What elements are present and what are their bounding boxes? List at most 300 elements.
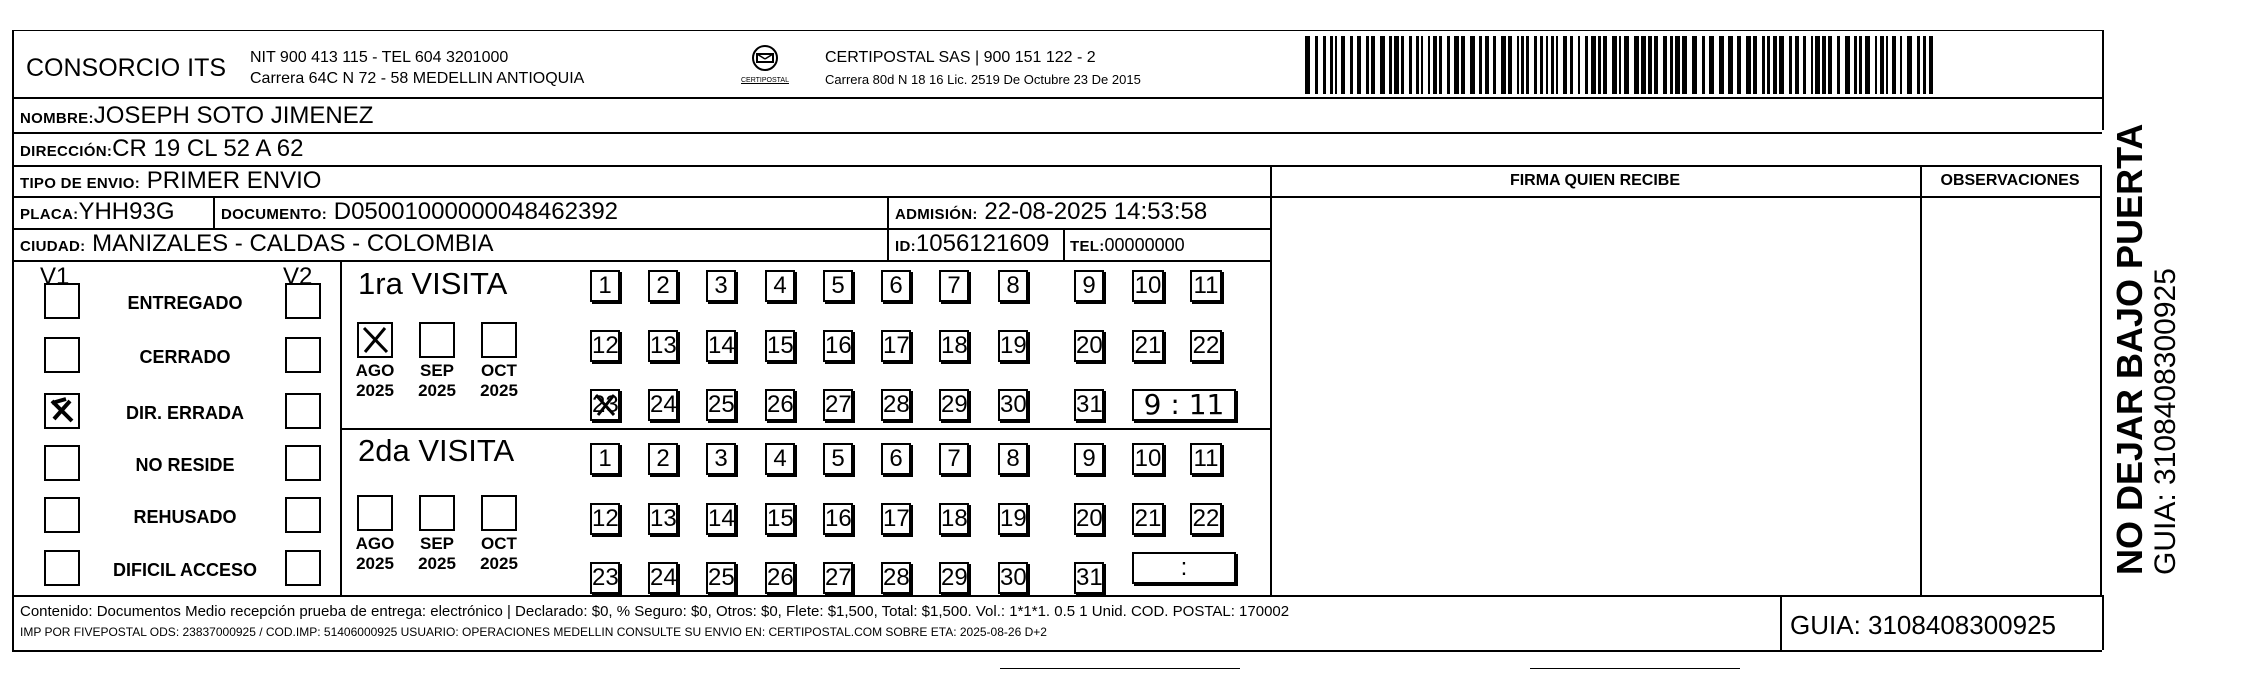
carrier-logo-text: CERTIPOSTAL <box>741 77 789 84</box>
barcode-bar <box>1803 36 1806 94</box>
barcode-bar <box>1454 36 1459 94</box>
tel-label: TEL: <box>1070 238 1105 255</box>
second-visit-day-box[interactable] <box>648 443 678 475</box>
day-number: 10 <box>1134 445 1162 472</box>
barcode-bar <box>1654 36 1658 94</box>
first-visit-month-checkbox[interactable] <box>481 322 517 358</box>
first-visit-day-box[interactable] <box>823 389 853 421</box>
day-number: 11 <box>1193 445 1219 472</box>
admision-value: 22-08-2025 14:53:58 <box>984 198 1208 225</box>
year-label: 2025 <box>480 554 518 573</box>
day-number: 16 <box>825 332 852 359</box>
barcode-bar <box>1371 36 1375 94</box>
status-label: DIR. ERRADA <box>125 403 244 423</box>
barcode-bar <box>1517 36 1519 94</box>
barcode-bar <box>1401 36 1404 94</box>
day-number: 30 <box>1000 391 1027 418</box>
ciudad-row <box>20 231 494 260</box>
year-label: 2025 <box>418 554 456 573</box>
barcode-bar <box>1570 36 1573 94</box>
second-visit-day-box[interactable] <box>881 443 911 475</box>
barcode-bar <box>1753 36 1757 94</box>
first-visit-day-box[interactable] <box>939 389 969 421</box>
barcode-bar <box>1719 36 1724 94</box>
barcode-bar <box>1501 36 1506 94</box>
barcode-bar <box>1556 36 1558 94</box>
first-visit-day-box[interactable] <box>939 270 969 302</box>
barcode-bar <box>1357 36 1361 94</box>
day-number: 25 <box>708 564 735 591</box>
status-label: DIFICIL ACCESO <box>112 560 257 580</box>
barcode <box>1305 36 1945 94</box>
first-visit-day-box[interactable] <box>1190 270 1222 302</box>
barcode-bar <box>1366 36 1369 94</box>
barcode-bar <box>1923 36 1926 94</box>
side-text <box>2110 55 2220 575</box>
barcode-bar <box>1619 36 1621 94</box>
admision-row <box>895 199 1207 228</box>
second-visit-day-box[interactable] <box>1190 503 1222 535</box>
month-label: SEP <box>419 361 455 380</box>
second-visit-month-checkbox[interactable] <box>357 495 393 531</box>
barcode-bar <box>1534 36 1537 94</box>
barcode-bar <box>1811 36 1813 94</box>
footer-guia: GUIA: 3108408300925 <box>1790 610 2056 640</box>
day-number: 6 <box>889 272 903 299</box>
barcode-bar <box>1389 36 1392 94</box>
barcode-bar <box>1428 36 1430 94</box>
barcode-bar <box>1789 36 1792 94</box>
ciudad-value: MANIZALES - CALDAS - COLOMBIA <box>92 230 494 257</box>
barcode-bar <box>1648 36 1652 94</box>
direccion-value: CR 19 CL 52 A 62 <box>112 135 304 162</box>
barcode-bar <box>1461 36 1465 94</box>
day-number: 13 <box>650 332 677 359</box>
day-number: 17 <box>883 505 910 532</box>
v1-checkbox[interactable] <box>44 393 80 429</box>
day-number: 25 <box>708 391 735 418</box>
second-visit-day-box[interactable] <box>1074 443 1104 475</box>
day-number: 24 <box>650 391 677 418</box>
barcode-bar <box>1416 36 1419 94</box>
barcode-bar <box>1433 36 1437 94</box>
barcode-bar <box>1330 36 1333 94</box>
day-number: 7 <box>947 272 961 299</box>
v2-checkbox[interactable] <box>285 445 321 481</box>
barcode-bar <box>1485 36 1489 94</box>
second-visit-day-box[interactable] <box>590 503 620 535</box>
first-visit-day-box[interactable] <box>1074 330 1104 362</box>
tel-value: 00000000 <box>1104 235 1185 255</box>
first-visit-time[interactable] <box>1132 389 1236 421</box>
status-label: NO RESIDE <box>135 455 235 475</box>
first-visit-day-box[interactable] <box>648 270 678 302</box>
barcode-bar <box>1886 36 1888 94</box>
barcode-bar <box>1929 36 1933 94</box>
first-visit-month-checkbox[interactable] <box>419 322 455 358</box>
day-number: 3 <box>714 445 728 472</box>
v2-checkbox[interactable] <box>285 337 321 373</box>
barcode-bar <box>1603 36 1607 94</box>
day-number: 19 <box>1000 332 1027 359</box>
first-visit-title: 1ra VISITA <box>358 266 508 301</box>
barcode-bar <box>1900 36 1902 94</box>
barcode-bar <box>1641 36 1646 94</box>
barcode-bar <box>1323 36 1326 94</box>
carrier-line1: CERTIPOSTAL SAS | 900 151 122 - 2 <box>825 49 1096 66</box>
first-visit-day-box[interactable] <box>706 330 736 362</box>
ciudad-label: CIUDAD: <box>20 238 86 255</box>
barcode-bar <box>1692 36 1697 94</box>
day-number: 11 <box>1193 272 1219 299</box>
first-visit-day-box[interactable] <box>1074 389 1104 421</box>
barcode-bar <box>1305 36 1310 94</box>
barcode-bar <box>1815 36 1820 94</box>
day-number: 2 <box>656 445 670 472</box>
v1-label: V1 <box>40 263 70 290</box>
day-number: 7 <box>947 445 961 472</box>
day-number: 29 <box>941 391 968 418</box>
barcode-bar <box>1598 36 1601 94</box>
month-label: OCT <box>481 361 517 380</box>
first-visit-day-box[interactable] <box>590 389 620 421</box>
admision-label: ADMISIÓN: <box>895 206 978 223</box>
first-visit-day-box[interactable] <box>998 270 1028 302</box>
barcode-bar <box>1526 36 1529 94</box>
day-number: 21 <box>1134 332 1162 359</box>
barcode-bar <box>1663 36 1667 94</box>
day-number: 31 <box>1076 564 1103 591</box>
second-visit-day-box[interactable] <box>823 562 853 594</box>
day-number: 17 <box>883 332 910 359</box>
barcode-bar <box>1773 36 1777 94</box>
second-visit-month-checkbox[interactable] <box>419 495 455 531</box>
tipo-label: TIPO DE ENVIO: <box>20 175 141 192</box>
status-label: ENTREGADO <box>127 293 243 313</box>
sender-line2: Carrera 64C N 72 - 58 MEDELLIN ANTIOQUIA <box>250 70 585 87</box>
barcode-bar <box>1380 36 1385 94</box>
month-label: AGO <box>355 534 395 553</box>
v1-checkbox[interactable] <box>44 550 80 586</box>
first-visit-day-box[interactable] <box>590 330 620 362</box>
nombre-label: NOMBRE: <box>20 110 94 127</box>
first-visit-day-box[interactable] <box>706 270 736 302</box>
day-number: 2 <box>656 272 670 299</box>
id-row <box>895 231 1049 260</box>
barcode-bar <box>1546 36 1548 94</box>
first-visit-day-box[interactable] <box>998 330 1028 362</box>
second-visit-day-box[interactable] <box>1132 443 1164 475</box>
second-visit-day-box[interactable] <box>998 503 1028 535</box>
barcode-bar <box>1585 36 1588 94</box>
first-visit-day-box[interactable] <box>881 270 911 302</box>
first-visit-day-box[interactable] <box>823 330 853 362</box>
barcode-bar <box>1409 36 1412 94</box>
day-number: 28 <box>883 391 910 418</box>
day-number: 28 <box>883 564 910 591</box>
barcode-bar <box>1624 36 1629 94</box>
first-visit-day-box[interactable] <box>1190 330 1222 362</box>
day-number: 1 <box>598 445 612 472</box>
month-label: AGO <box>355 361 395 380</box>
day-number: 21 <box>1134 505 1162 532</box>
barcode-bar <box>1350 36 1353 94</box>
day-number: 18 <box>941 332 968 359</box>
day-number: 6 <box>889 445 903 472</box>
carrier-line2: Carrera 80d N 18 16 Lic. 2519 De Octubre 23 De 2015 <box>825 72 1141 87</box>
barcode-bar <box>1728 36 1733 94</box>
firma-label: FIRMA QUIEN RECIBE <box>1509 172 1681 189</box>
footer-line2: IMP POR FIVEPOSTAL ODS: 23837000925 / COD.IMP: 51406000925 USUARIO: OPERACIONES MEDELLIN CONSULTE SU ENVIO EN: CERTIPOSTAL.COM SOBRE ETA: 2025-08-26 D+2 <box>20 625 1047 639</box>
day-number: 12 <box>592 332 619 359</box>
day-number: 4 <box>773 445 787 472</box>
handwritten-x-icon <box>359 324 391 356</box>
first-visit-time-value: 9 : 11 <box>1143 388 1225 421</box>
day-number: 31 <box>1076 391 1103 418</box>
carrier-logo <box>740 44 790 90</box>
nombre-row <box>20 103 373 132</box>
first-visit-day-box[interactable] <box>590 270 620 302</box>
barcode-bar <box>1795 36 1799 94</box>
barcode-bar <box>1892 36 1896 94</box>
sender-line1: NIT 900 413 115 - TEL 604 3201000 <box>250 49 509 66</box>
day-number: 20 <box>1076 332 1103 359</box>
month-label: SEP <box>419 534 455 553</box>
second-visit-day-box[interactable] <box>706 443 736 475</box>
day-number: 27 <box>825 564 852 591</box>
v1-checkbox[interactable] <box>44 283 80 319</box>
first-visit-day-box[interactable] <box>706 389 736 421</box>
barcode-bar <box>1551 36 1554 94</box>
v1-checkbox[interactable] <box>44 337 80 373</box>
year-label: 2025 <box>480 381 518 400</box>
v1-checkbox[interactable] <box>44 497 80 533</box>
barcode-bar <box>1767 36 1770 94</box>
second-visit-day-box[interactable] <box>998 562 1028 594</box>
second-visit-day-box[interactable] <box>823 443 853 475</box>
barcode-bar <box>1315 36 1318 94</box>
first-visit-day-box[interactable] <box>648 389 678 421</box>
tipo-value: PRIMER ENVIO <box>146 167 322 194</box>
second-visit-month-checkbox[interactable] <box>481 495 517 531</box>
day-number: 26 <box>767 564 794 591</box>
second-visit-day-box[interactable] <box>939 503 969 535</box>
barcode-bar <box>1335 36 1337 94</box>
day-number: 15 <box>767 505 794 532</box>
barcode-bar <box>1521 36 1524 94</box>
barcode-bar <box>1880 36 1884 94</box>
day-number: 1 <box>598 272 612 299</box>
barcode-bar <box>1670 36 1673 94</box>
documento-value: D05001000000048462392 <box>333 198 619 225</box>
direccion-label: DIRECCIÓN: <box>20 143 113 160</box>
second-visit-time[interactable] <box>1132 552 1236 584</box>
status-label: REHUSADO <box>133 507 237 527</box>
second-visit-day-box[interactable] <box>590 443 620 475</box>
status-label: CERRADO <box>139 347 231 367</box>
barcode-bar <box>1828 36 1832 94</box>
second-visit-day-box[interactable] <box>765 503 795 535</box>
second-visit-day-box[interactable] <box>706 562 736 594</box>
day-number: 14 <box>708 505 735 532</box>
barcode-bar <box>1779 36 1784 94</box>
second-visit-day-box[interactable] <box>648 562 678 594</box>
documento-label: DOCUMENTO: <box>221 206 328 223</box>
barcode-bar <box>1709 36 1714 94</box>
carrier-logo-icon <box>748 44 782 72</box>
second-visit-title: 2da VISITA <box>358 433 515 468</box>
barcode-bar <box>1682 36 1687 94</box>
barcode-bar <box>1447 36 1450 94</box>
barcode-bar <box>1612 36 1617 94</box>
day-number: 20 <box>1076 505 1103 532</box>
barcode-bar <box>1762 36 1765 94</box>
tel-row <box>1070 234 1185 258</box>
second-visit-day-box[interactable] <box>1132 503 1164 535</box>
barcode-bar <box>1702 36 1705 94</box>
second-visit-day-box[interactable] <box>881 562 911 594</box>
placa-row <box>20 199 175 228</box>
day-number: 13 <box>650 505 677 532</box>
barcode-bar <box>1341 36 1345 94</box>
second-visit-day-box[interactable] <box>939 443 969 475</box>
v2-checkbox[interactable] <box>285 497 321 533</box>
direccion-row <box>20 136 303 165</box>
second-visit-day-box[interactable] <box>648 503 678 535</box>
day-number: 29 <box>941 564 968 591</box>
handwritten-x-icon <box>592 391 620 419</box>
barcode-bar <box>1907 36 1912 94</box>
second-visit-time-value: : <box>1180 554 1188 581</box>
barcode-bar <box>1493 36 1496 94</box>
footer-line1: Contenido: Documentos Medio recepción prueba de entrega: electrónico | Declarado: $0, % Seguro: $0, Otros: $0, Flete: $1,500, Total: $1,500. Vol.: 1*1*1. 0.5 1 Unid. COD. POSTAL: 170002 <box>20 603 1290 620</box>
id-value: 1056121609 <box>915 230 1050 257</box>
second-visit-day-box[interactable] <box>765 562 795 594</box>
year-label: 2025 <box>356 381 394 400</box>
barcode-bar <box>1854 36 1857 94</box>
second-visit-day-box[interactable] <box>823 503 853 535</box>
first-visit-day-box[interactable] <box>881 330 911 362</box>
first-visit-day-box[interactable] <box>1132 270 1164 302</box>
barcode-bar <box>1470 36 1475 94</box>
handwritten-x-icon <box>46 395 78 427</box>
day-number: 27 <box>825 391 852 418</box>
barcode-bar <box>1837 36 1840 94</box>
second-visit-day-box[interactable] <box>765 443 795 475</box>
day-number: 8 <box>1006 445 1020 472</box>
day-number: 5 <box>831 445 845 472</box>
barcode-bar <box>1634 36 1639 94</box>
barcode-bar <box>1859 36 1862 94</box>
day-number: 9 <box>1082 272 1096 299</box>
barcode-bar <box>1591 36 1596 94</box>
barcode-bar <box>1675 36 1680 94</box>
second-visit-day-box[interactable] <box>1074 562 1104 594</box>
first-visit-day-box[interactable] <box>823 270 853 302</box>
first-visit-day-box[interactable] <box>765 270 795 302</box>
day-number: 22 <box>1192 505 1220 532</box>
second-visit-day-box[interactable] <box>1074 503 1104 535</box>
day-number: 16 <box>825 505 852 532</box>
side-text-line1: NO DEJAR BAJO PUERTA <box>2109 123 2150 575</box>
first-visit-day-box[interactable] <box>765 389 795 421</box>
side-text-line2: GUIA: 3108408300925 <box>2149 268 2182 575</box>
day-number: 3 <box>714 272 728 299</box>
year-label: 2025 <box>356 554 394 573</box>
second-visit-day-box[interactable] <box>881 503 911 535</box>
barcode-bar <box>1540 36 1543 94</box>
id-label: ID: <box>895 238 916 255</box>
day-number: 15 <box>767 332 794 359</box>
placa-label: PLACA: <box>20 206 79 223</box>
second-visit-day-box[interactable] <box>706 503 736 535</box>
barcode-bar <box>1845 36 1850 94</box>
barcode-bar <box>1563 36 1567 94</box>
barcode-bar <box>1578 36 1580 94</box>
barcode-bar <box>1508 36 1512 94</box>
barcode-bar <box>1746 36 1751 94</box>
day-number: 9 <box>1082 445 1096 472</box>
barcode-bar <box>1822 36 1826 94</box>
day-number: 30 <box>1000 564 1027 591</box>
day-number: 8 <box>1006 272 1020 299</box>
first-visit-day-box[interactable] <box>1132 330 1164 362</box>
barcode-bar <box>1439 36 1442 94</box>
second-visit-day-box[interactable] <box>590 562 620 594</box>
v2-label: V2 <box>283 263 313 290</box>
barcode-bar <box>1917 36 1920 94</box>
first-visit-day-box[interactable] <box>939 330 969 362</box>
month-label: OCT <box>481 534 517 553</box>
barcode-bar <box>1875 36 1877 94</box>
day-number: 12 <box>592 505 619 532</box>
day-number: 4 <box>773 272 787 299</box>
observaciones-label: OBSERVACIONES <box>1940 172 2080 189</box>
day-number: 26 <box>767 391 794 418</box>
day-number: 23 <box>592 564 619 591</box>
v2-checkbox[interactable] <box>285 550 321 586</box>
documento-row <box>221 199 618 228</box>
tipo-row <box>20 168 321 197</box>
first-visit-day-box[interactable] <box>881 389 911 421</box>
day-number: 23 <box>592 391 619 418</box>
barcode-bar <box>1421 36 1423 94</box>
day-number: 22 <box>1192 332 1220 359</box>
first-visit-day-box[interactable] <box>998 389 1028 421</box>
second-visit-day-box[interactable] <box>1190 443 1222 475</box>
barcode-bar <box>1737 36 1741 94</box>
placa-value: YHH93G <box>78 198 175 225</box>
day-number: 18 <box>941 505 968 532</box>
v1-checkbox[interactable] <box>44 445 80 481</box>
second-visit-day-box[interactable] <box>998 443 1028 475</box>
day-number: 5 <box>831 272 845 299</box>
barcode-bar <box>1479 36 1482 94</box>
day-number: 14 <box>708 332 735 359</box>
barcode-bar <box>1865 36 1870 94</box>
v2-checkbox[interactable] <box>285 393 321 429</box>
second-visit-day-box[interactable] <box>939 562 969 594</box>
first-visit-day-box[interactable] <box>648 330 678 362</box>
barcode-bar <box>1394 36 1399 94</box>
v2-checkbox[interactable] <box>285 283 321 319</box>
first-visit-day-box[interactable] <box>765 330 795 362</box>
day-number: 24 <box>650 564 677 591</box>
first-visit-month-checkbox[interactable] <box>357 322 393 358</box>
nombre-value: JOSEPH SOTO JIMENEZ <box>93 102 374 129</box>
day-number: 10 <box>1134 272 1162 299</box>
first-visit-day-box[interactable] <box>1074 270 1104 302</box>
